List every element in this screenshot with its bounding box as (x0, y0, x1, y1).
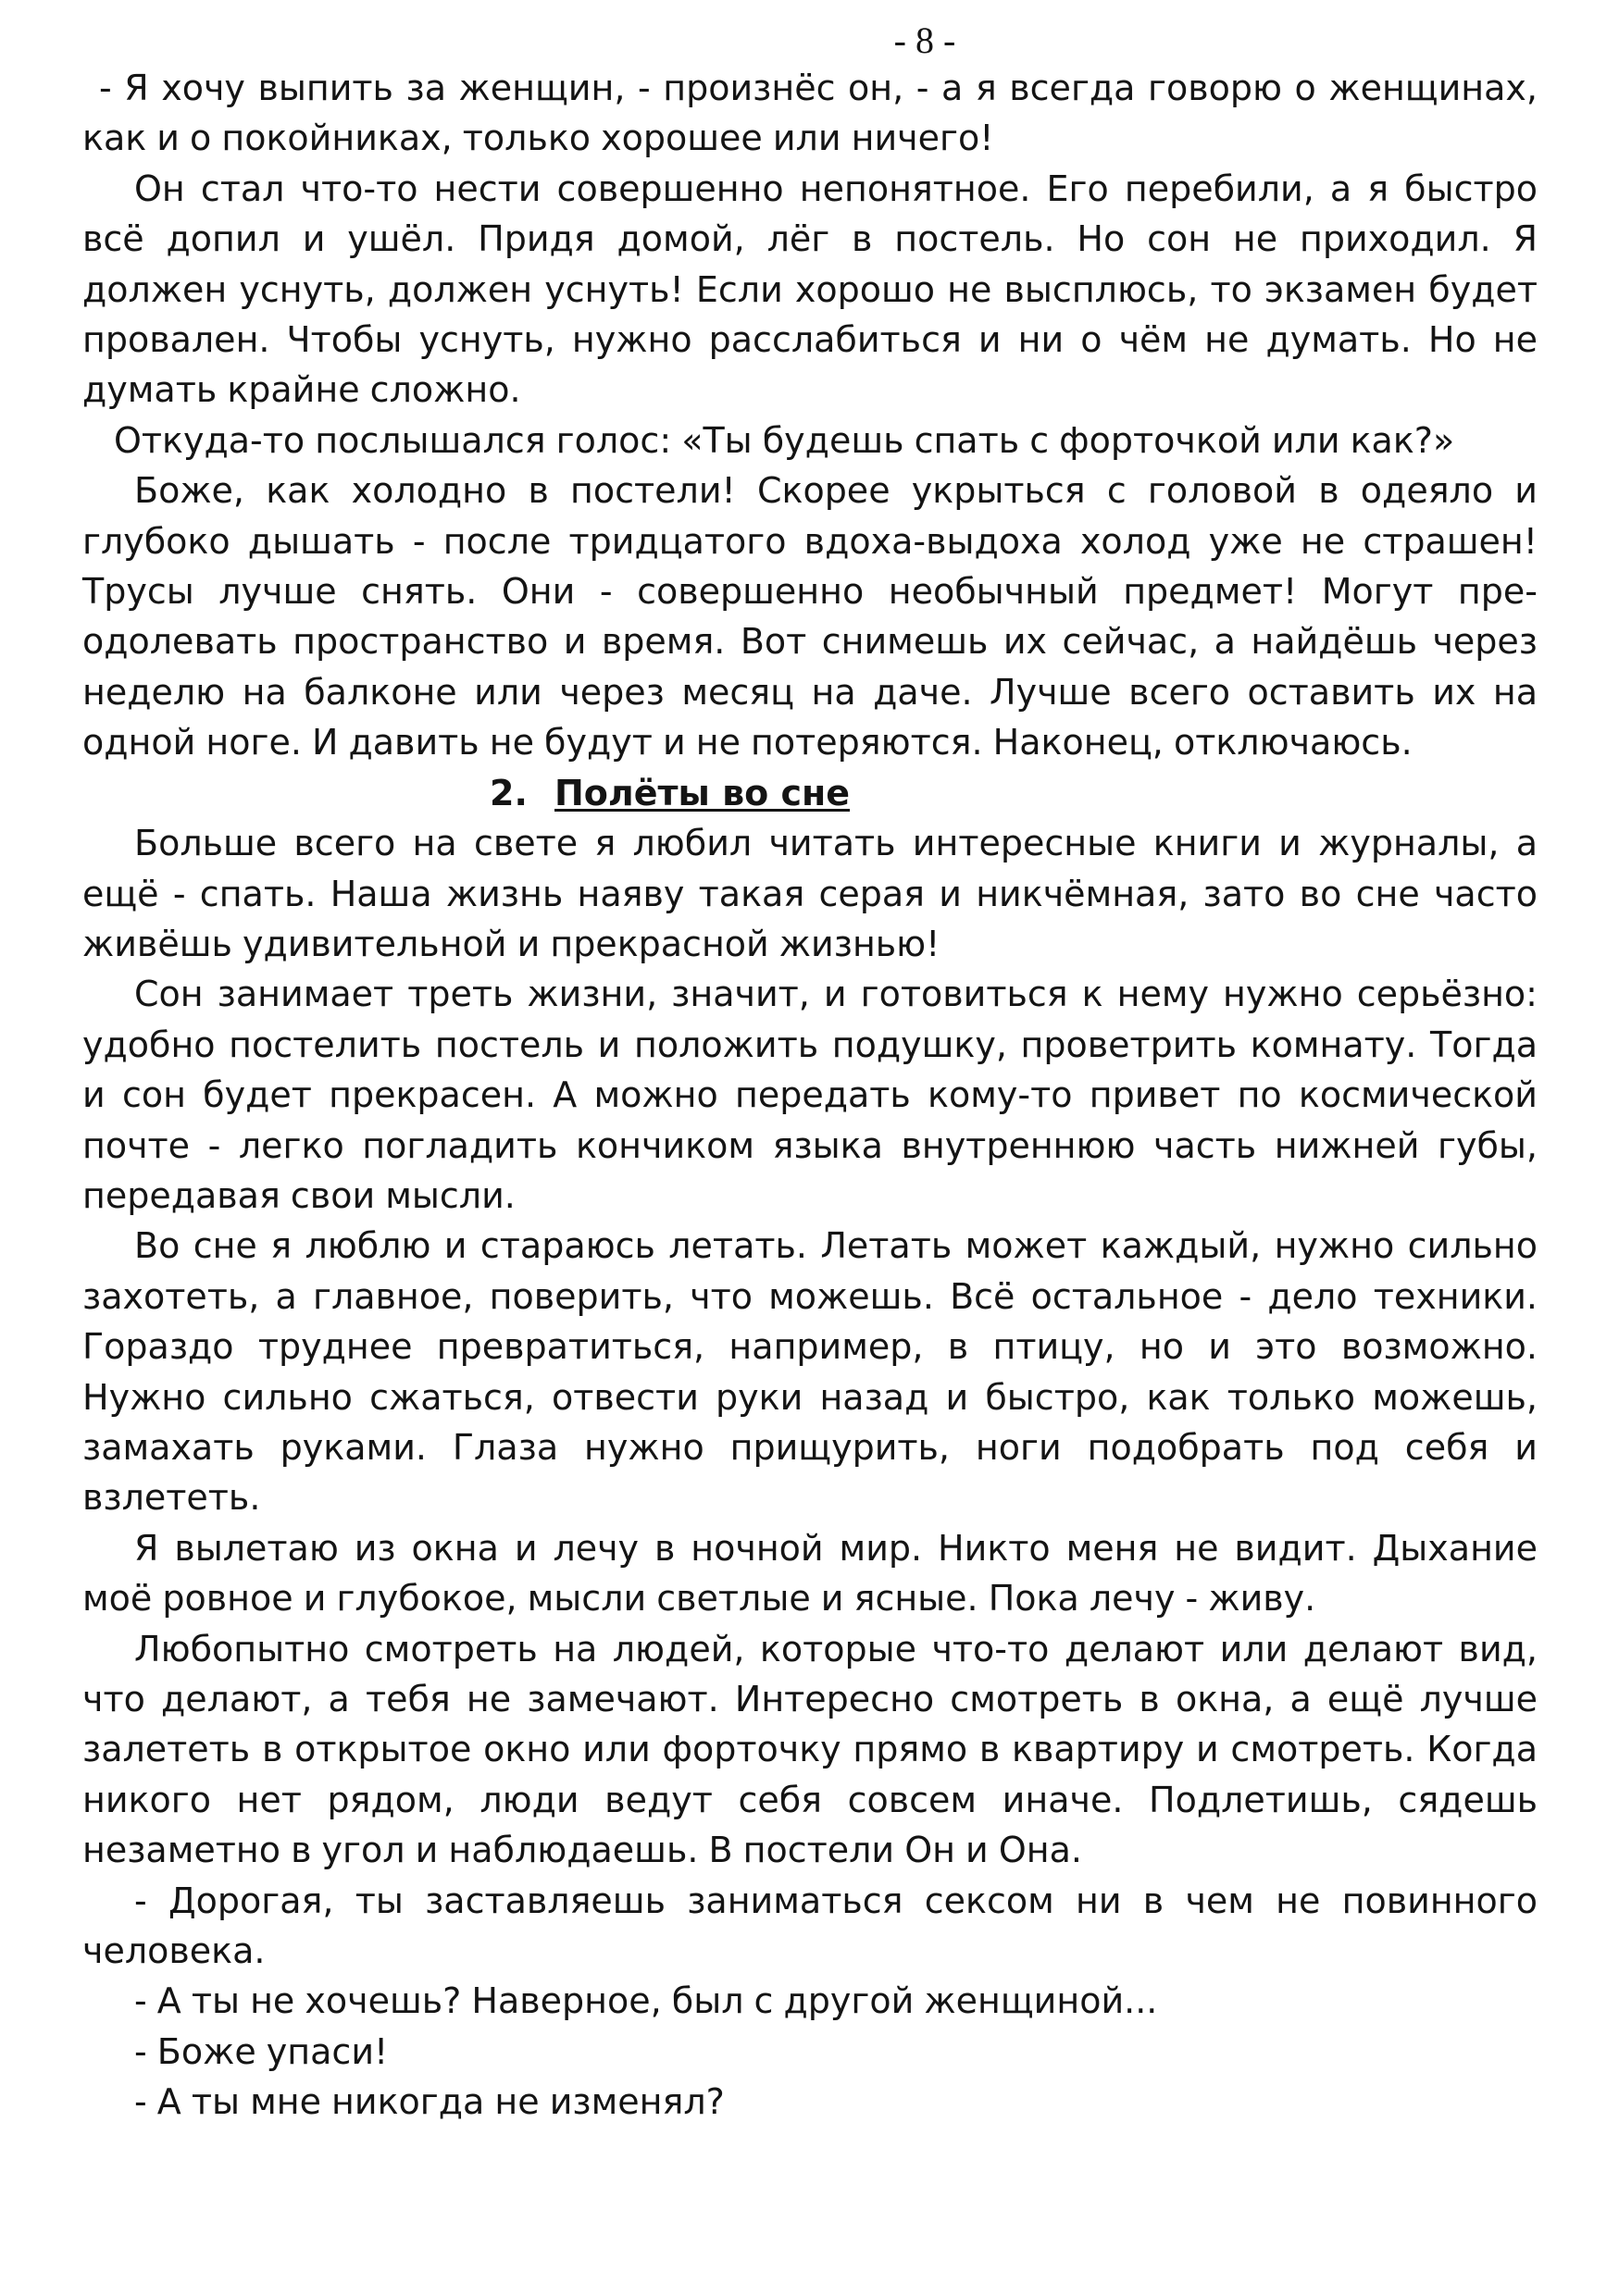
paragraph: Я вылетаю из окна и лечу в ночной мир. Никто меня не видит. Дыхание моё ровное и глубокое, мысли светлые и ясные. Пока лечу - живу. (82, 1527, 1538, 1620)
document-page (82, 19, 1538, 2128)
paragraph: Откуда-то послышался голос: «Ты будешь спать с форточкой или как?» (114, 419, 1455, 461)
section-number: 2. (490, 772, 528, 813)
paragraph: Боже, как холодно в постели! Скорее укрыться с головой в одеяло и глубоко дышать - после тридцатого вдоха-выдоха холод уже не страшен! Трусы лучше снять. Они - совершенно необычный предмет! Могут преодолевать пространство и время. Вот снимешь их сейчас, а найдёшь через неделю на балконе или через месяц на даче. Лучше всего оставить их на одной ноге. И давить не будут и не потеряются. Наконец, отключаюсь. (82, 470, 1538, 763)
body-text (82, 63, 1538, 2128)
dialogue-line: - Дорогая, ты заставляешь заниматься сексом ни в чем не повинного человека. (82, 1880, 1538, 1972)
section-heading (82, 768, 1538, 818)
section-title: Полёты во сне (554, 772, 851, 813)
paragraph: Любопытно смотреть на людей, которые что-то делают или делают вид, что делают, а тебя не замечают. Интересно смотреть в окна, а ещё лучше залететь в открытое окно или форточку прямо в квартиру и смотреть. Когда никого нет рядом, люди ведут себя совсем иначе. Подлетишь, сядешь незаметно в угол и наблюдаешь. В постели Он и Она. (82, 1628, 1538, 1871)
dialogue-line: - А ты мне никогда не изменял? (134, 2081, 725, 2123)
paragraph: Во сне я люблю и стараюсь летать. Летать может каждый, нужно сильно захотеть, а главное, поверить, что можешь. Всё остальное - дело техники. Гораздо труднее превратиться, например, в птицу, но и это возможно. Нужно сильно сжаться, отвести руки назад и быстро, как только можешь, замахать руками. Глаза нужно прищурить, ноги подобрать под себя и взлететь. (82, 1225, 1538, 1519)
paragraph: Больше всего на свете я любил читать интересные книги и журналы, а ещё - спать. Наша жизнь наяву такая серая и никчёмная, зато во сне часто живёшь удивительной и прекрасной жизнью! (82, 823, 1538, 964)
paragraph: - Я хочу выпить за женщин, - произнёс он, - а я всегда говорю о женщинах, как и о покойниках, только хорошее или ничего! (82, 68, 1538, 159)
page-number: - 8 - (893, 19, 956, 61)
paragraph: Он стал что-то нести совершенно непонятное. Его перебили, а я быстро всё допил и ушёл. Придя домой, лёг в постель. Но сон не приходил. Я должен уснуть, должен уснуть! Если хорошо не высплюсь, то экзамен будет провален. Чтобы уснуть, нужно расслабиться и ни о чём не думать. Но не думать крайне сложно. (82, 168, 1538, 411)
dialogue-line: - Боже упаси! (134, 2030, 389, 2072)
dialogue-line: - А ты не хочешь? Наверное, был с другой женщиной... (134, 1980, 1158, 2022)
paragraph: Сон занимает треть жизни, значит, и готовиться к нему нужно серьёзно: удобно постелить постель и положить подушку, проветрить комнату. Тогда и сон будет прекрасен. А можно передать кому-то привет по космической почте - легко погладить кончиком языка внутреннюю часть нижней губы, передавая свои мысли. (82, 974, 1538, 1216)
